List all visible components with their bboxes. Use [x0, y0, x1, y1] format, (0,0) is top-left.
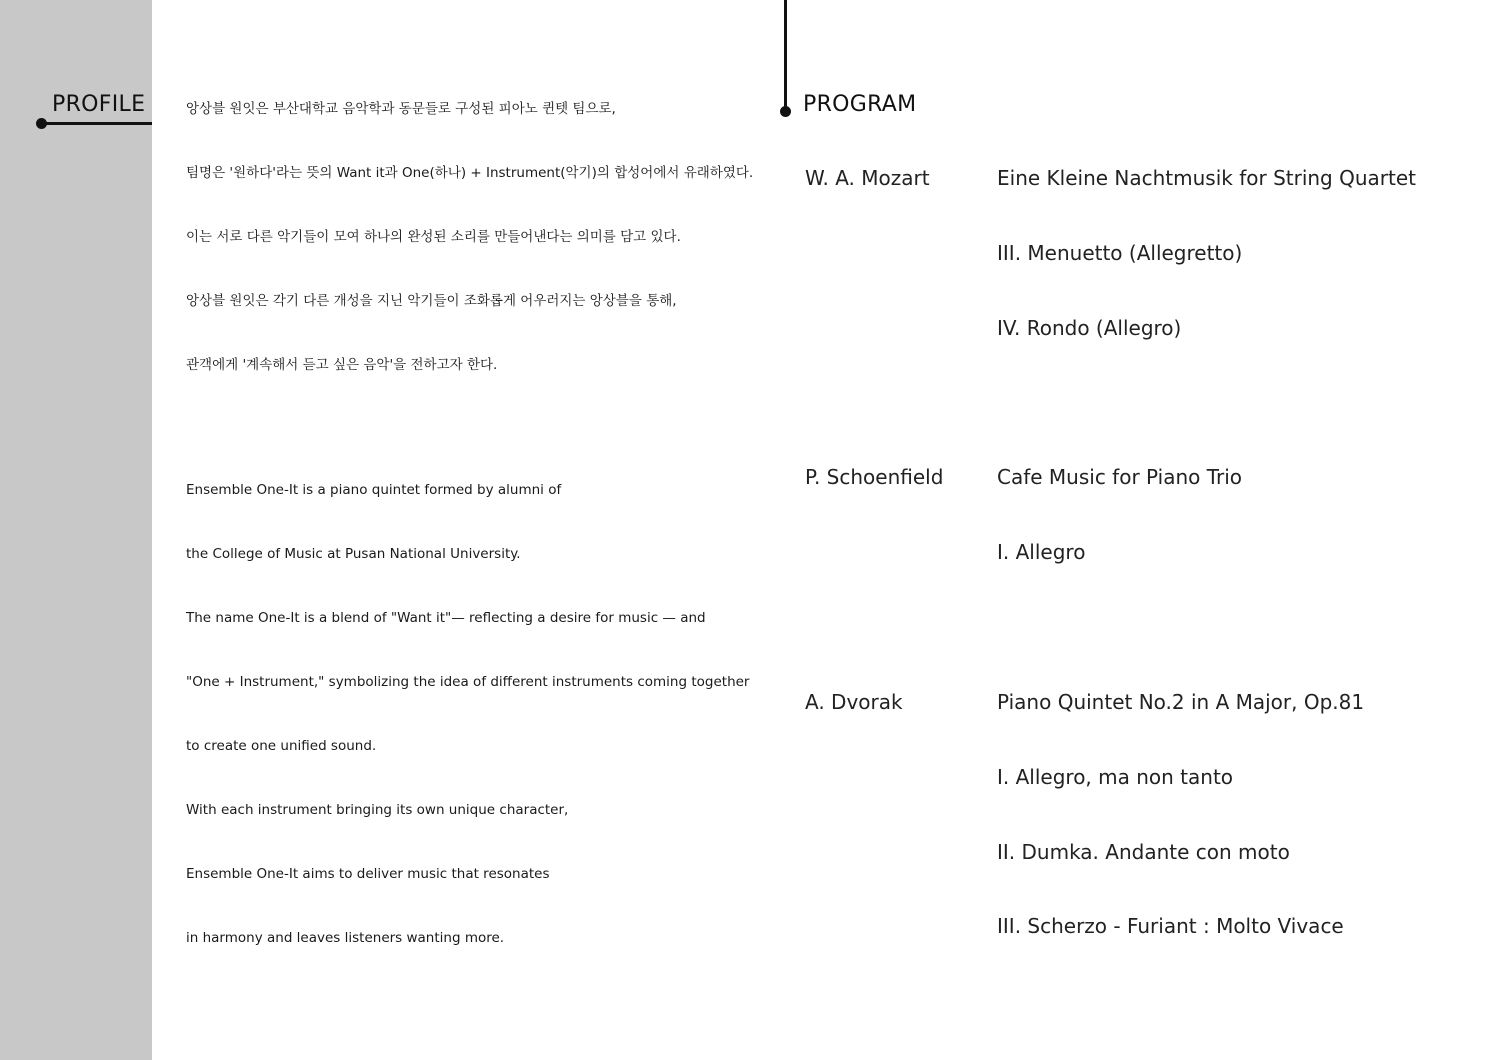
profile-korean-line: 앙상블 원잇은 각기 다른 개성을 지닌 악기들이 조화롭게 어우러지는 앙상블을 통해,: [186, 293, 677, 309]
profile-english-line: Ensemble One-It aims to deliver music that resonates: [186, 866, 550, 882]
program-heading: PROGRAM: [803, 92, 917, 117]
profile-english-line: to create one unified sound.: [186, 738, 377, 754]
profile-korean-line: 관객에게 '계속해서 듣고 싶은 음악'을 전하고자 한다.: [186, 357, 498, 373]
program-work-title: Cafe Music for Piano Trio: [997, 465, 1243, 489]
program-work-title: Piano Quintet No.2 in A Major, Op.81: [997, 690, 1365, 714]
sidebar-panel: [0, 0, 152, 1060]
profile-korean-line: 팀명은 '원하다'라는 뜻의 Want it과 One(하나) + Instrument(악기)의 합성어에서 유래하였다.: [186, 165, 754, 181]
profile-heading: PROFILE: [52, 92, 146, 117]
program-movement: I. Allegro: [997, 540, 1086, 564]
program-composer: P. Schoenfield: [805, 465, 944, 489]
program-movement: III. Menuetto (Allegretto): [997, 241, 1243, 265]
profile-divider: [41, 122, 152, 125]
profile-english-line: With each instrument bringing its own unique character,: [186, 802, 569, 818]
program-composer: W. A. Mozart: [805, 166, 930, 190]
profile-english-line: in harmony and leaves listeners wanting more.: [186, 930, 505, 946]
profile-english-line: The name One-It is a blend of "Want it"— reflecting a desire for music — and: [186, 610, 706, 626]
program-movement: III. Scherzo - Furiant : Molto Vivace: [997, 914, 1344, 938]
profile-korean-line: 앙상블 원잇은 부산대학교 음악학과 동문들로 구성된 피아노 퀸텟 팀으로,: [186, 101, 616, 117]
program-bullet-dot: [780, 106, 791, 117]
program-composer: A. Dvorak: [805, 690, 903, 714]
program-movement: I. Allegro, ma non tanto: [997, 765, 1234, 789]
profile-korean-line: 이는 서로 다른 악기들이 모여 하나의 완성된 소리를 만들어낸다는 의미를 담고 있다.: [186, 229, 681, 245]
program-movement: IV. Rondo (Allegro): [997, 316, 1182, 340]
profile-english-line: "One + Instrument," symbolizing the idea of different instruments coming together: [186, 674, 750, 690]
program-movement: II. Dumka. Andante con moto: [997, 840, 1290, 864]
profile-bullet-dot: [36, 118, 47, 129]
program-work-title: Eine Kleine Nachtmusik for String Quartet: [997, 166, 1416, 190]
program-vertical-divider: [784, 0, 787, 110]
profile-english-line: the College of Music at Pusan National University.: [186, 546, 521, 562]
profile-english-line: Ensemble One-It is a piano quintet formed by alumni of: [186, 482, 562, 498]
